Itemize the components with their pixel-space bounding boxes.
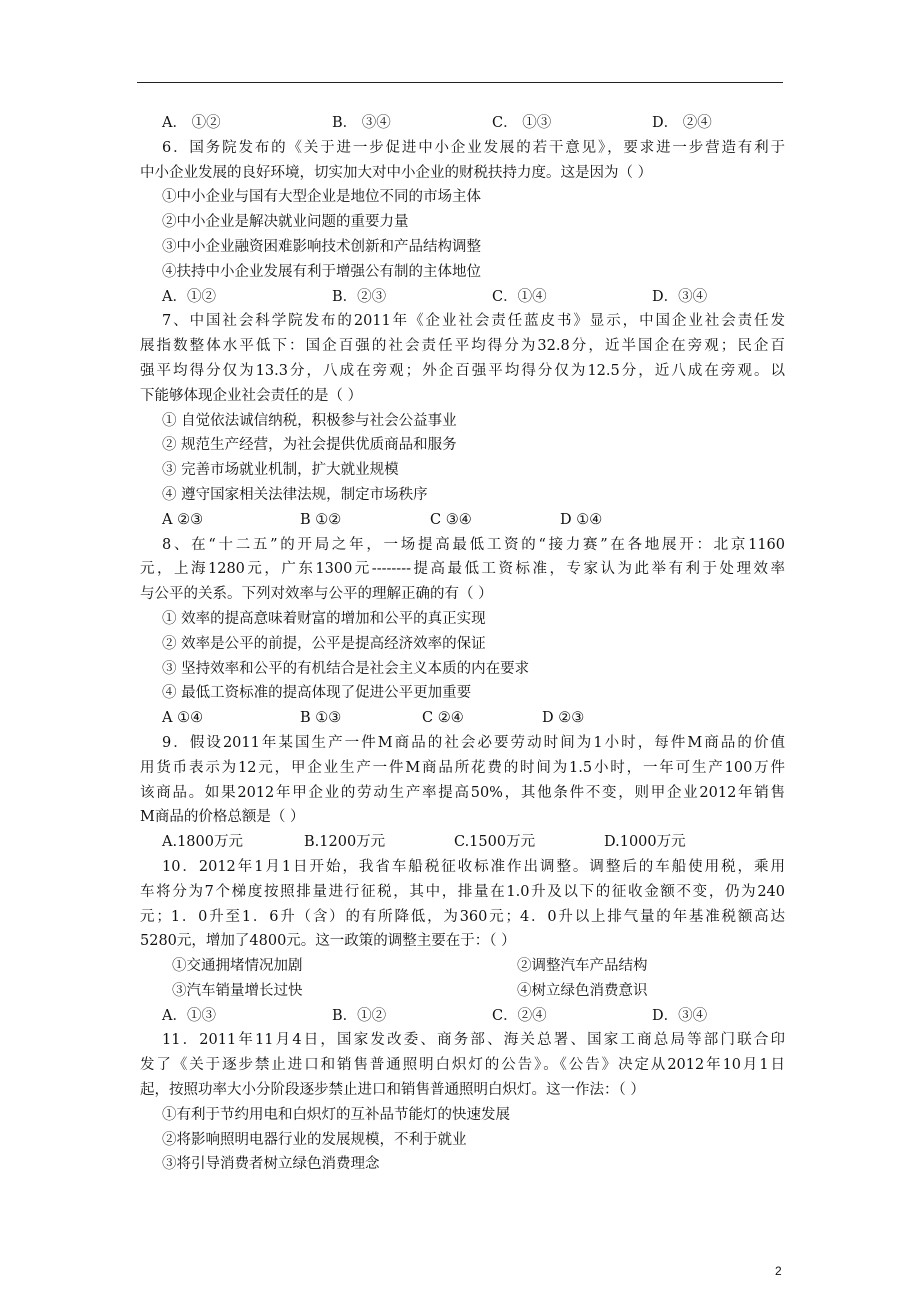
q11-item-3: ③将引导消费者树立绿色消费理念 [162,1156,380,1173]
q6-options [140,285,785,310]
q5-option-c: C． ①③ [492,115,552,131]
q10-option-a: A．①③ [162,1007,216,1024]
q8-stem-line-2: 元，上海1280元，广东1300元--------提高最低工资标准，专家认为此举有利于处理效率 [140,561,785,578]
q6-item-2: ②中小企业是解决就业问题的重要力量 [162,214,409,231]
q10-option-b: B．①② [332,1007,387,1024]
q8-item-4: ④ 最低工资标准的提高体现了促进公平更加重要 [162,685,472,702]
header-rule [137,82,783,83]
q6-item-4: ④扶持中小企业发展有利于增强公有制的主体地位 [162,263,481,280]
q7-item-1: ① 自觉依法诚信纳税，积极参与社会公益事业 [162,412,457,429]
q11-stem-line-3: 起，按照功率大小分阶段逐步禁止进口和销售普通照明白炽灯。这一作法：（ ） [140,1082,645,1099]
q10-stem-line-3: 元；1．0升至1．6升（含）的有所降低，为360元；4．0升以上排气量的年基准税额高达 [140,908,785,925]
q6-item-1: ①中小企业与国有大型企业是地位不同的市场主体 [162,189,481,206]
q7-options [140,508,785,533]
q9-option-c: C.1500万元 [454,834,536,851]
q9-options [140,830,785,855]
question-content [140,111,785,1177]
q6-item-3: ③中小企业融资困难影响技术创新和产品结构调整 [162,238,481,255]
q10-option-c: C．②④ [492,1007,547,1024]
q10-items-row-2 [140,979,785,1004]
q8-option-b: B ①③ [300,710,342,727]
q7-stem-line-3: 强平均得分仅为13.3分，八成在旁观；外企百强平均得分仅为12.5分，近八成在旁观。以 [140,362,785,379]
q10-options [140,1004,785,1029]
q11-item-2: ②将影响照明电器行业的发展规模，不利于就业 [162,1131,467,1148]
q10-item-4: ④树立绿色消费意识 [517,982,648,999]
q8-option-a: A ①④ [162,710,204,727]
q7-option-b: B ①② [300,511,342,528]
q7-option-a: A ②③ [162,511,204,528]
q8-item-2: ② 效率是公平的前提，公平是提高经济效率的保证 [162,635,486,652]
q10-item-1: ①交通拥堵情况加剧 [172,958,303,975]
q8-option-c: C ②④ [422,710,464,727]
q9-option-a: A.1800万元 [162,834,243,851]
q6-option-d: D．③④ [652,288,708,305]
q7-stem-line-4: 下能够体现企业社会责任的是（ ） [140,387,363,404]
q9-stem-line-1: 9．假设2011年某国生产一件M商品的社会必要劳动时间为1小时，每件M商品的价值 [162,734,785,751]
q5-options [140,111,785,136]
q11-item-1: ①有利于节约用电和白炽灯的互补品节能灯的快速发展 [162,1106,510,1123]
q10-stem-line-1: 10．2012年1月1日开始，我省车船税征收标准作出调整。调整后的车船使用税，乘用 [162,858,785,875]
q10-option-d: D．③④ [652,1007,708,1024]
q9-stem-line-4: M商品的价格总额是（ ） [140,809,305,826]
q10-items-row-1 [140,954,785,979]
q8-options [140,706,785,731]
q10-stem-line-2: 车将分为7个梯度按照排量进行征税，其中，排量在1.0升及以下的征收金额不变，仍为240 [140,883,785,900]
q9-option-d: D.1000万元 [604,834,686,851]
q7-option-d: D ①④ [560,511,603,528]
q8-option-d: D ②③ [542,710,585,727]
q6-option-b: B．②③ [332,288,387,305]
q7-item-2: ② 规范生产经营，为社会提供优质商品和服务 [162,437,457,454]
q5-option-d: D． ②④ [652,115,712,131]
q9-stem-line-3: 该商品。如果2012年甲企业的劳动生产率提高50%，其他条件不变，则甲企业2012年销售 [140,784,785,801]
q11-stem-line-2: 发了《关于逐步禁止进口和销售普通照明白炽灯的公告》。《公告》决定从2012年10月1日 [140,1057,785,1074]
q8-item-1: ① 效率的提高意味着财富的增加和公平的真正实现 [162,610,486,627]
q6-stem-line-2: 中小企业发展的良好环境，切实加大对中小企业的财税扶持力度。这是因为（ ） [140,164,653,181]
q9-stem-line-2: 用货币表示为12元，甲企业生产一件M商品所花费的时间为1.5小时，一年可生产100万件 [140,759,785,776]
q6-option-c: C．①④ [492,288,547,305]
q7-stem-line-1: 7、中国社会科学院发布的2011年《企业社会责任蓝皮书》显示，中国企业社会责任发 [162,313,785,330]
q6-option-a: A．①② [162,288,216,305]
q6-stem-line-1: 6．国务院发布的《关于进一步促进中小企业发展的若干意见》，要求进一步营造有利于 [162,139,785,156]
q8-stem-line-3: 与公平的关系。下列对效率与公平的理解正确的有（ ） [140,586,493,603]
q11-stem-line-1: 11．2011年11月4日，国家发改委、商务部、海关总署、国家工商总局等部门联合印 [162,1032,785,1049]
q10-item-3: ③汽车销量增长过快 [172,982,303,999]
q7-stem-line-2: 展指数整体水平低下：国企百强的社会责任平均得分为32.8分，近半国企在旁观；民企百 [140,338,785,355]
page-number: 2 [775,1264,782,1278]
q8-stem-line-1: 8、在“十二五”的开局之年，一场提高最低工资的“接力赛”在各地展开：北京1160 [162,536,785,553]
q8-item-3: ③ 坚持效率和公平的有机结合是社会主义本质的内在要求 [162,660,530,677]
q7-option-c: C ③④ [430,511,472,528]
q9-option-b: B.1200万元 [304,834,386,851]
q7-item-3: ③ 完善市场就业机制，扩大就业规模 [162,462,399,479]
q7-item-4: ④ 遵守国家相关法律法规，制定市场秩序 [162,486,428,503]
q10-item-2: ②调整汽车产品结构 [517,958,648,975]
q5-option-a: A． ①② [162,115,221,131]
q5-option-b: B． ③④ [332,115,391,131]
q10-stem-line-4: 5280元，增加了4800元。这一政策的调整主要在于：（ ） [140,933,516,950]
